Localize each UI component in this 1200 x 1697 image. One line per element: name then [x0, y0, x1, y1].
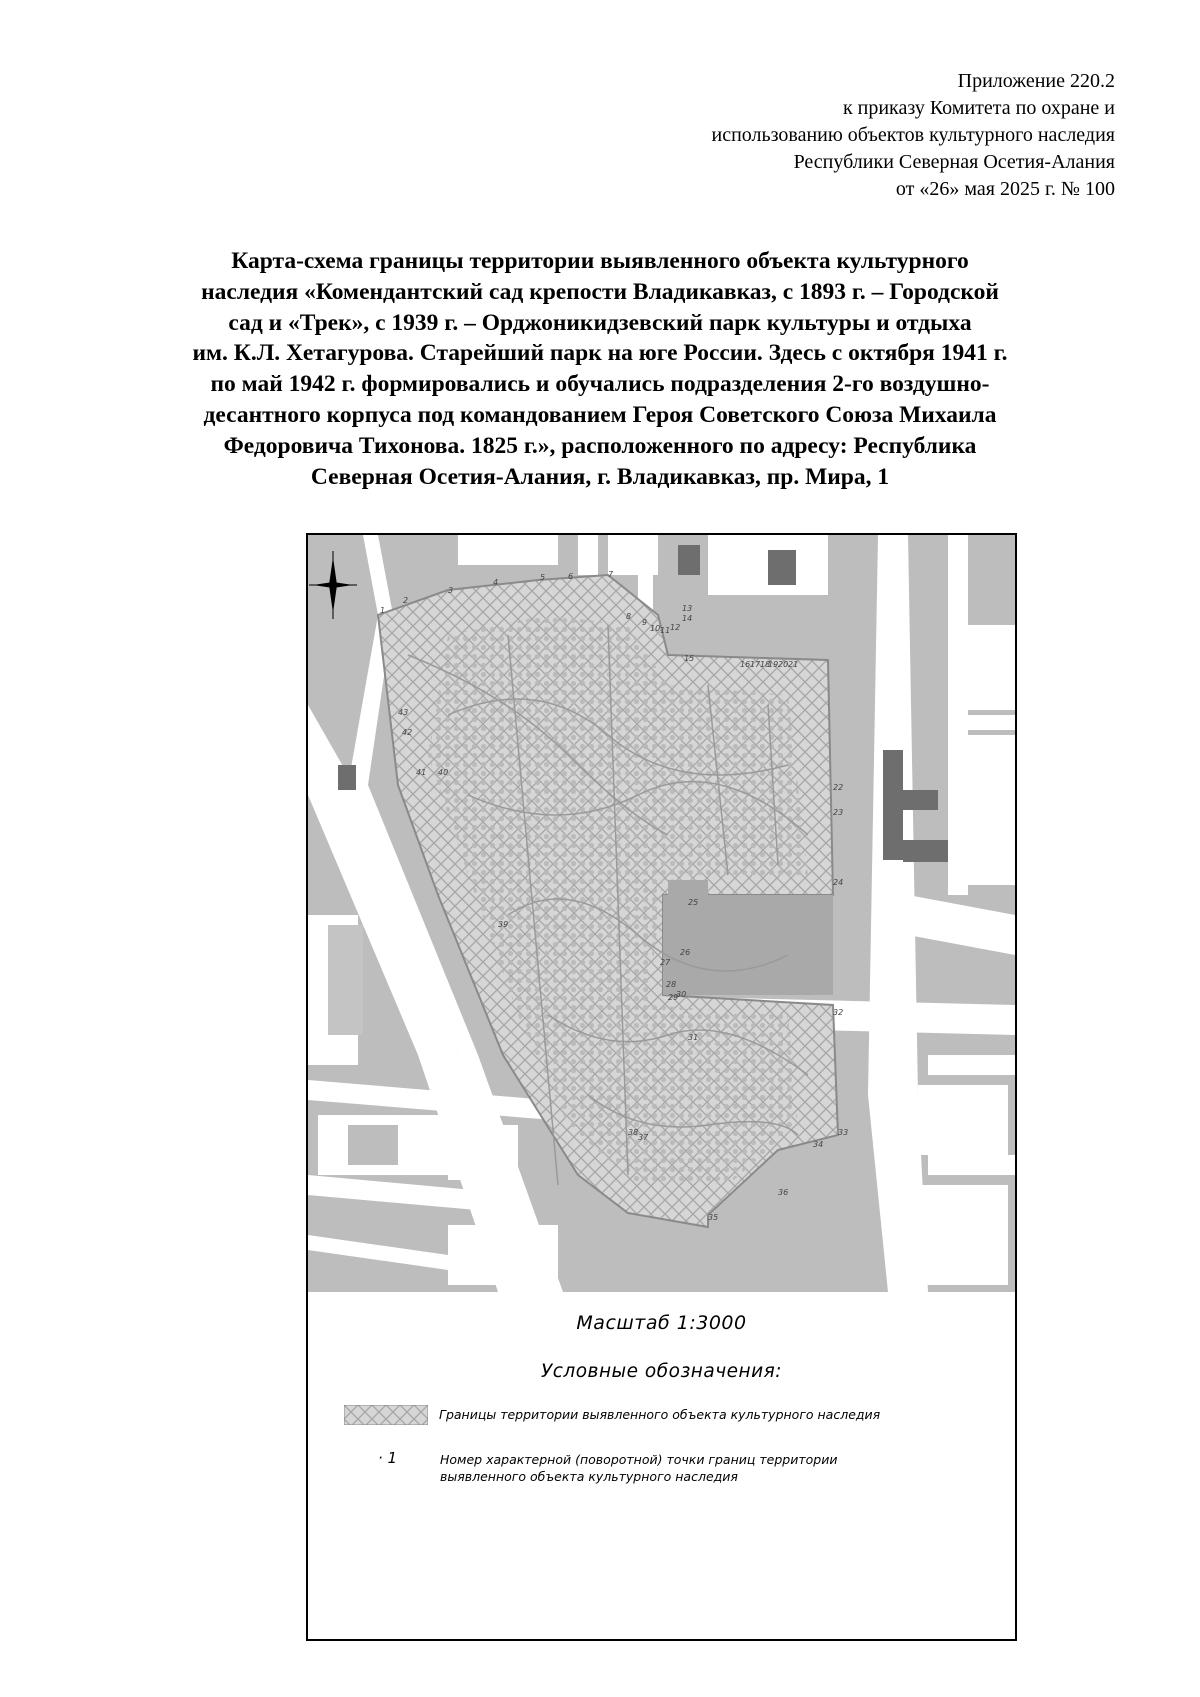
boundary-point-label: 9 — [642, 618, 648, 627]
title-line: Федоровича Тихонова. 1825 г.», расположенного по адресу: Республика — [223, 432, 977, 459]
title-line: по май 1942 г. формировались и обучались подразделения 2-го воздушно- — [210, 371, 990, 398]
boundary-point-label: 42 — [402, 728, 413, 737]
boundary-point-label: 40 — [438, 768, 449, 777]
boundary-point-label: 21 — [788, 660, 799, 669]
legend-point-label — [440, 1451, 837, 1485]
header-line: к приказу Комитета по охране и — [842, 97, 1115, 119]
boundary-point-label: 18 — [760, 660, 771, 669]
boundary-point-label: 36 — [778, 1188, 789, 1197]
boundary-point-label: 1 — [380, 606, 386, 615]
boundary-point-label: 10 — [650, 624, 661, 633]
boundary-point-label: 29 — [668, 993, 679, 1002]
boundary-point-label: 27 — [660, 958, 671, 967]
boundary-point-label: 31 — [688, 1033, 699, 1042]
boundary-point-label: 12 — [670, 623, 681, 632]
boundary-point-label: 15 — [684, 654, 695, 663]
boundary-point-label: 16 — [740, 660, 751, 669]
boundary-point-label: 3 — [448, 586, 454, 595]
map-scale: Масштаб 1:3000 — [576, 1312, 747, 1334]
boundary-point-label: 2 — [403, 596, 409, 605]
large-building — [663, 895, 833, 995]
point-number-symbol: · 1 — [378, 1449, 398, 1467]
boundary-point-label: 35 — [708, 1213, 719, 1222]
header-line: от «26» мая 2025 г. № 100 — [895, 178, 1115, 200]
title-line: Карта-схема границы территории выявленного объекта культурного — [231, 248, 969, 274]
boundary-point-label: 33 — [838, 1128, 849, 1137]
legend-title: Условные обозначения: — [540, 1361, 783, 1382]
title-line: сад и «Трек», с 1939 г. – Орджоникидзевский парк культуры и отдыха — [228, 309, 972, 336]
boundary-point-label: 26 — [680, 948, 691, 957]
boundary-point-label: 41 — [416, 768, 427, 777]
boundary-point-label: 13 — [682, 604, 693, 613]
boundary-point-label: 39 — [498, 920, 509, 929]
boundary-point-label: 5 — [540, 573, 546, 582]
boundary-point-label: 8 — [626, 612, 632, 621]
title-line: Северная Осетия-Алания, г. Владикавказ, пр. Мира, 1 — [310, 463, 890, 490]
boundary-point-label: 38 — [628, 1128, 639, 1137]
title-line: им. К.Л. Хетагурова. Старейший парк на юге России. Здесь с октября 1941 г. — [192, 340, 1008, 367]
header-line: Приложение 220.2 — [957, 70, 1115, 92]
boundary-point-label: 23 — [833, 808, 844, 817]
boundary-point-label: 34 — [813, 1140, 824, 1149]
boundary-point-label: 22 — [833, 783, 844, 792]
document-title — [100, 246, 1100, 492]
boundary-point-label: 37 — [638, 1133, 649, 1142]
boundary-point-label: 28 — [666, 980, 677, 989]
boundary-point-label: 32 — [833, 1008, 844, 1017]
legend-boundary-label: Границы территории выявленного объекта культурного наследия — [439, 1407, 881, 1422]
boundary-swatch-icon — [344, 1405, 428, 1425]
header-line: использованию объектов культурного наследия — [711, 124, 1115, 146]
boundary-point-label: 19 — [768, 660, 779, 669]
boundary-point-label: 6 — [568, 572, 574, 581]
boundary-point-label: 43 — [398, 708, 409, 717]
boundary-point-label: 20 — [778, 660, 789, 669]
building-annex — [668, 880, 708, 900]
title-line: наследия «Комендантский сад крепости Владикавказ, с 1893 г. – Городской — [201, 278, 999, 305]
boundary-point-label: 4 — [493, 578, 499, 587]
header-line: Республики Северная Осетия-Алания — [793, 151, 1115, 173]
boundary-point-label: 7 — [608, 570, 614, 579]
boundary-point-label: 30 — [676, 990, 687, 999]
map-frame — [306, 533, 1017, 1641]
boundary-point-label: 11 — [660, 626, 671, 635]
boundary-point-label: 17 — [750, 660, 761, 669]
legend-item-point — [336, 1447, 1006, 1497]
point-symbol-value: 1 — [387, 1449, 398, 1467]
document-header — [712, 68, 1116, 203]
legend-point-line: Номер характерной (поворотной) точки границ территории — [440, 1452, 838, 1467]
site-map — [308, 535, 1015, 1292]
legend-item-boundary — [336, 1403, 1006, 1429]
legend-point-line: выявленного объекта культурного наследия — [440, 1469, 738, 1484]
title-line: десантного корпуса под командованием Героя Советского Союза Михаила — [203, 401, 997, 428]
boundary-point-label: 25 — [688, 898, 699, 907]
boundary-point-label: 14 — [682, 614, 693, 623]
boundary-point-label: 24 — [833, 878, 844, 887]
